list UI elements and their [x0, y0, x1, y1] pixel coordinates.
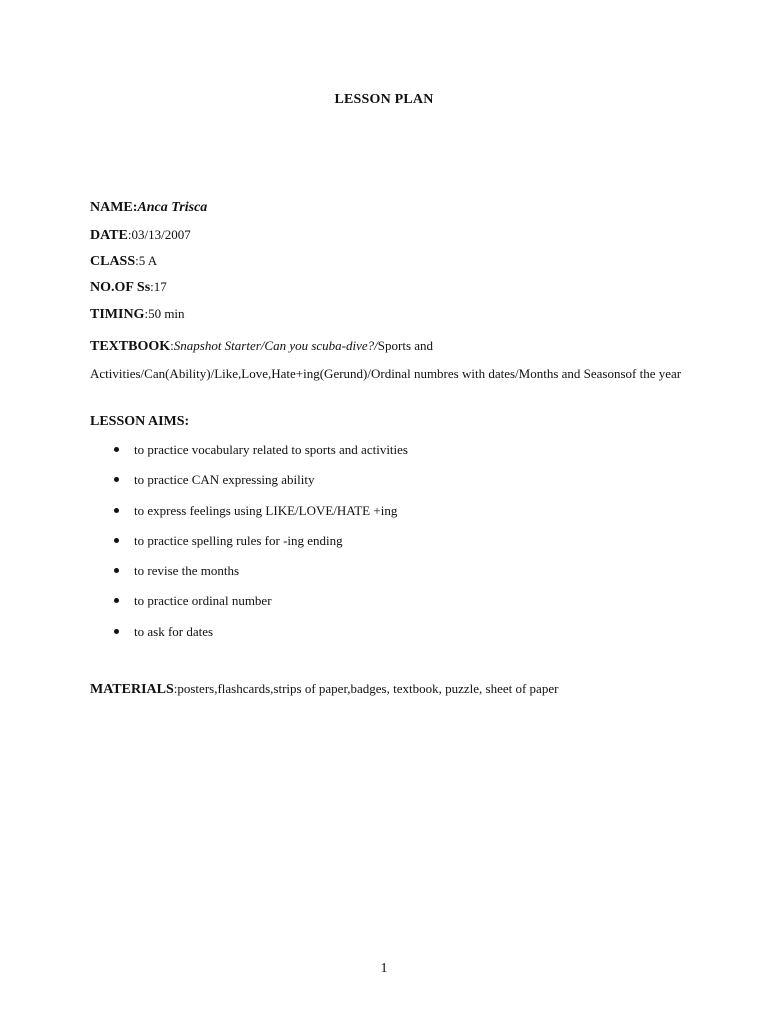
aim-text: to ask for dates: [134, 623, 214, 639]
bullet-icon: [114, 447, 119, 452]
bullet-icon: [114, 538, 119, 543]
bullet-icon: [114, 477, 119, 482]
textbook-field: [90, 332, 690, 388]
aim-text: to practice ordinal number: [134, 593, 272, 609]
list-item: [90, 591, 690, 621]
aim-text: to practice vocabulary related to sports and activities: [134, 442, 408, 457]
materials-label: MATERIALS: [90, 682, 174, 697]
class-value: :5 A: [135, 253, 158, 268]
lesson-aims-heading: [90, 413, 189, 431]
list-item: [90, 531, 690, 561]
textbook-title: Snapshot Starter/Can you scuba-dive?/: [173, 338, 378, 353]
class-label: CLASS: [90, 254, 136, 269]
materials-value: :posters,flashcards,strips of paper,badges, textbook, puzzle, sheet of paper: [173, 681, 559, 696]
timing-label: TIMING: [90, 307, 145, 322]
aim-text: to practice spelling rules for -ing ending: [134, 532, 343, 548]
name-value: Anca Trisca: [137, 200, 208, 215]
aim-text: to revise the months: [134, 563, 240, 579]
textbook-topics: Sports and Activities/Can(Ability)/Like,Love,Hate+ing(Gerund)/Ordinal numbres with dates/Months and Seasonsof the year: [90, 338, 682, 381]
bullet-icon: [114, 508, 119, 513]
list-item: [90, 470, 690, 500]
class-field: [90, 252, 157, 271]
bullet-icon: [114, 568, 119, 573]
name-label: NAME:: [90, 200, 138, 215]
textbook-colon: :: [170, 338, 174, 353]
list-item: [90, 440, 690, 470]
lesson-aims-list: [90, 440, 690, 652]
name-field: [90, 199, 207, 217]
date-label: DATE: [90, 228, 128, 243]
materials-field: [90, 680, 558, 699]
no-of-ss-label: NO.OF Ss: [90, 280, 151, 295]
list-item: [90, 501, 690, 531]
page-title: LESSON PLAN: [334, 92, 434, 107]
list-item: [90, 561, 690, 591]
lesson-aims-label: LESSON AIMS:: [90, 414, 190, 429]
textbook-label: TEXTBOOK: [90, 339, 171, 354]
bullet-icon: [114, 598, 119, 603]
list-item: [90, 622, 690, 652]
aim-text: to practice CAN expressing ability: [134, 472, 315, 488]
aim-text: to express feelings using LIKE/LOVE/HATE +ing: [134, 502, 398, 518]
no-of-ss-field: [90, 278, 167, 297]
bullet-icon: [114, 629, 119, 634]
no-of-ss-value: :17: [150, 279, 167, 294]
date-field: [90, 226, 191, 245]
date-value: :03/13/2007: [127, 227, 191, 242]
page-number: 1: [380, 961, 388, 976]
timing-field: [90, 305, 185, 324]
timing-value: :50 min: [144, 306, 185, 321]
